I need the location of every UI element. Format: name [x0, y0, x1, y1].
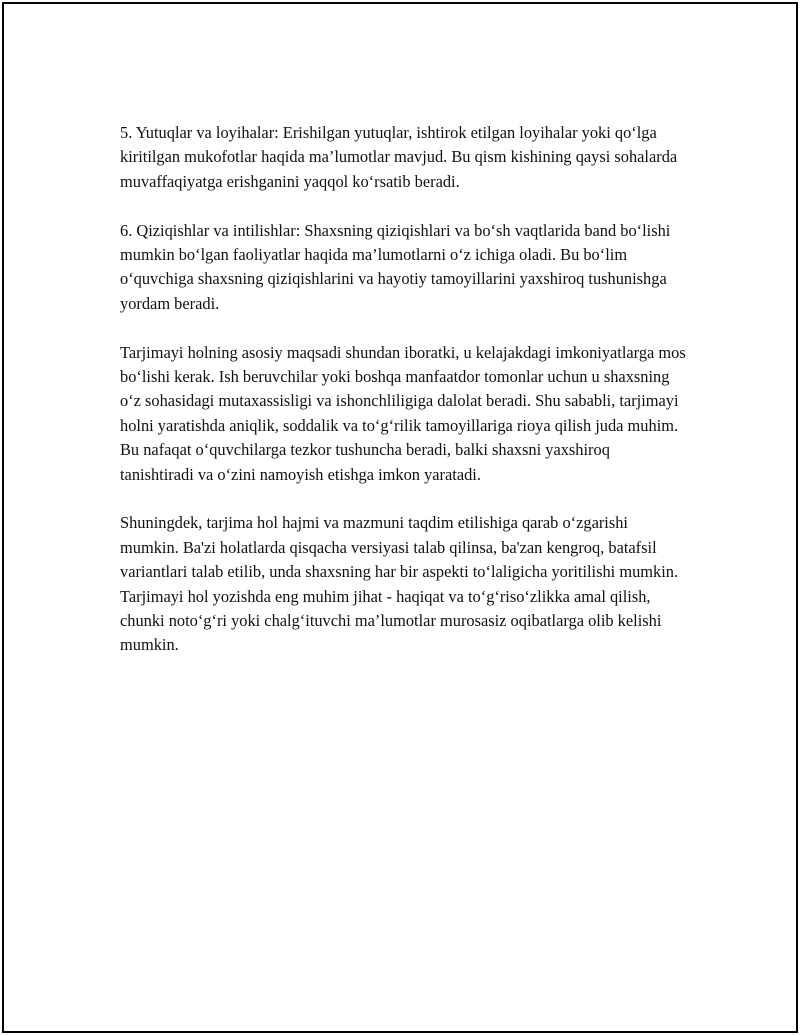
paragraph-achievements: 5. Yutuqlar va loyihalar: Erishilgan yutuqlar, ishtirok etilgan loyihalar yoki qo‘lga kiritilgan mukofotlar haqida ma’lumotlar mavjud. Bu qism kishining qaysi sohalarda muvaffaqiyatga erishganini yaqqol ko‘rsatib beradi. [120, 123, 678, 191]
document-body [120, 121, 686, 682]
paragraph-interests: 6. Qiziqishlar va intilishlar: Shaxsning qiziqishlari va bo‘sh vaqtlarida band bo‘lishi mumkin bo‘lgan faoliyatlar haqida ma’lumotlarni o‘z ichiga oladi. Bu bo‘lim o‘quvchiga shaxsning qiziqishlarini va hayotiy tamoyillarini yaxshiroq tushunishga yordam beradi. [120, 220, 671, 313]
document-page [2, 2, 798, 1033]
paragraph-purpose: Tarjimayi holning asosiy maqsadi shundan iboratki, u kelajakdagi imkoniyatlarga mos bo‘lishi kerak. Ish beruvchilar yoki boshqa manfaatdor tomonlar uchun u shaxsning o‘z sohasidagi mutaxassisligi va ishonchliligiga dalolat beradi. Shu sababli, tarjimayi holni yaratishda aniqlik, soddalik va to‘g‘rilik tamoyillariga rioya qilish juda muhim. Bu nafaqat o‘quvchilarga tezkor tushuncha beradi, balki shaxsni yaxshiroq tanishtiradi va o‘zini namoyish etishga imkon yaratadi. [120, 342, 686, 484]
paragraph-length-and-content: Shuningdek, tarjima hol hajmi va mazmuni taqdim etilishiga qarab o‘zgarishi mumkin. Ba'zi holatlarda qisqacha versiyasi talab qilinsa, ba'zan kengroq, batafsil variantlari talab etilib, unda shaxsning har bir aspekti to‘laligicha yoritilishi mumkin. Tarjimayi hol yozishda eng muhim jihat - haqiqat va to‘g‘riso‘zlikka amal qilish, chunki noto‘g‘ri yoki chalg‘ituvchi ma’lumotlar murosasiz oqibatlarga olib kelishi mumkin. [120, 513, 679, 655]
